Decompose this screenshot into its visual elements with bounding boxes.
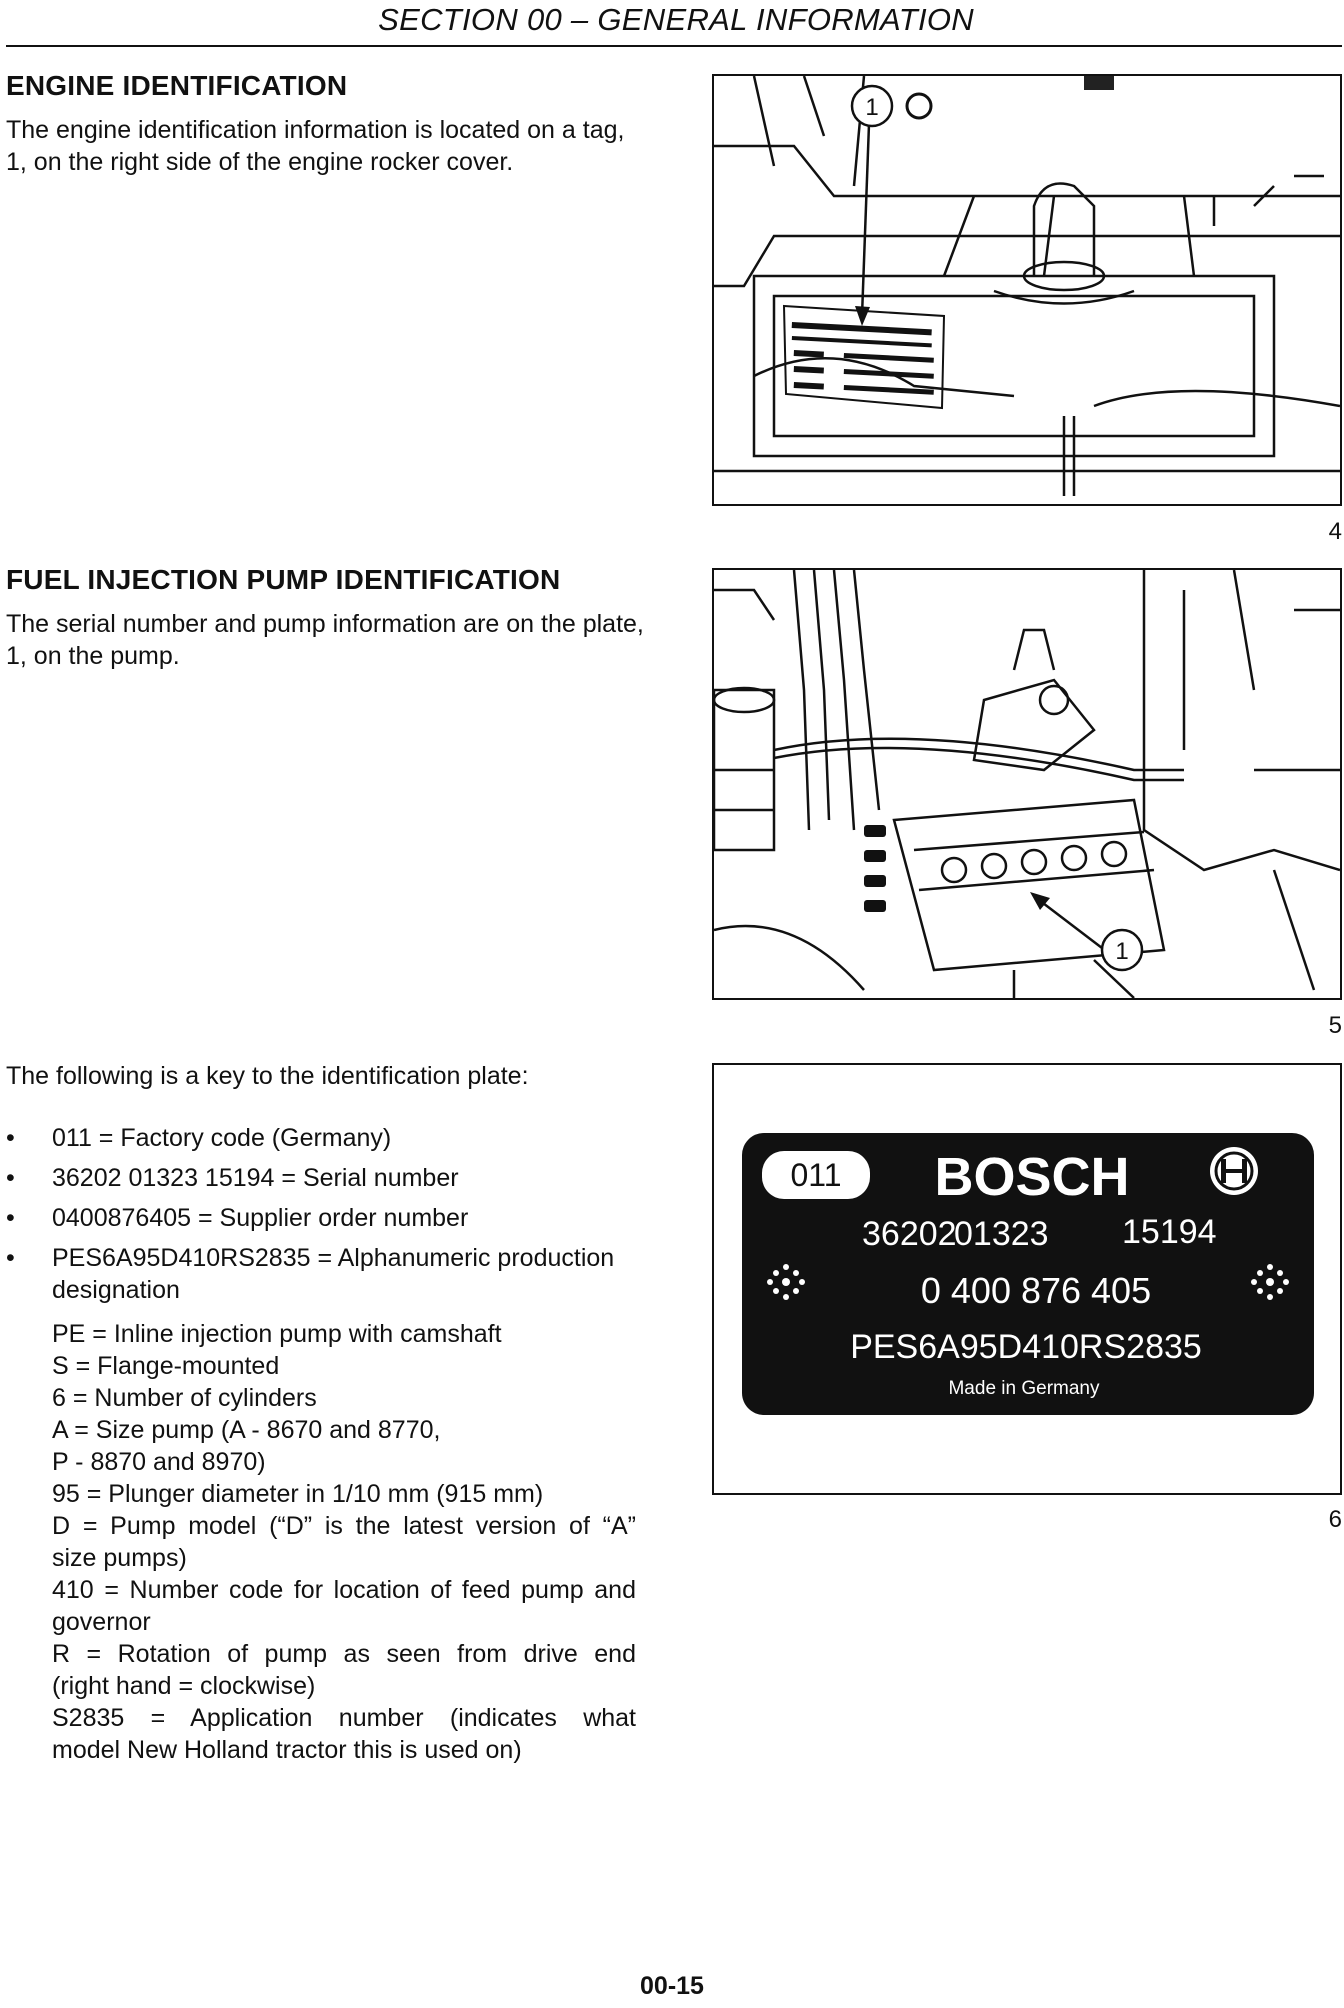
plate-designation: PES6A95D410RS2835 (850, 1328, 1202, 1366)
designation-key-line: R = Rotation of pump as seen from drive end (52, 1640, 636, 1668)
plate-serial-part3: 15194 (1122, 1213, 1217, 1251)
bullet-text: 0400876405 = Supplier order number (52, 1204, 469, 1232)
designation-key-line: 410 = Number code for location of feed pump and (52, 1576, 636, 1604)
plate-serial-part2: 01323 (954, 1215, 1049, 1253)
engine-callout-label: 1 (865, 94, 879, 121)
designation-key-line: model New Holland tractor this is used on) (52, 1736, 522, 1764)
list-item (6, 1122, 636, 1154)
figure-number-4: 4 (1328, 518, 1342, 545)
key-intro-text: The following is a key to the identification plate: (6, 1062, 529, 1090)
engine-id-heading: ENGINE IDENTIFICATION (6, 70, 348, 101)
list-item (6, 1162, 636, 1194)
pump-callout-leader (1039, 900, 1102, 948)
bosch-plate-figure (712, 1063, 1342, 1495)
plate-factory-code: 011 (790, 1157, 842, 1193)
list-item (6, 1242, 636, 1306)
plate-key-bullet-list (6, 1122, 636, 1314)
designation-key-line: S = Flange-mounted (52, 1352, 280, 1380)
designation-key-list (52, 1318, 636, 1766)
header-rule (6, 45, 1342, 47)
engine-callout-leader (862, 124, 869, 316)
engine-id-text: The engine identification information is located on a tag, 1, on the right side of the engine rocker cover. (6, 116, 625, 176)
fuel-pump-illustration (714, 570, 1340, 998)
designation-key-line: PE = Inline injection pump with camshaft (52, 1320, 502, 1348)
pump-callout-label: 1 (1115, 938, 1129, 965)
engine-rocker-cover-illustration (714, 76, 1340, 504)
bullet-mark: • (6, 1164, 15, 1192)
designation-key-line: D = Pump model (“D” is the latest version of “A” (52, 1512, 636, 1540)
plate-order-number: 0 400 876 405 (920, 1270, 1152, 1311)
bullet-text: PES6A95D410RS2835 = Alphanumeric production designation (52, 1244, 615, 1304)
bullet-text: 36202 01323 15194 = Serial number (52, 1164, 459, 1192)
bullet-text: 011 = Factory code (Germany) (52, 1124, 392, 1152)
plate-serial-part1: 36202 (862, 1215, 957, 1253)
designation-key-line: A = Size pump (A - 8670 and 8770, (52, 1416, 441, 1444)
designation-key-line: (right hand = clockwise) (52, 1672, 316, 1700)
designation-key-line: 6 = Number of cylinders (52, 1384, 317, 1412)
bullet-mark: • (6, 1204, 15, 1232)
figure-number-5: 5 (1328, 1012, 1342, 1039)
fuel-pump-figure (712, 568, 1342, 1000)
bullet-mark: • (6, 1244, 15, 1272)
fuel-pump-id-heading: FUEL INJECTION PUMP IDENTIFICATION (6, 564, 561, 595)
bosch-armature-logo-icon (1210, 1147, 1258, 1195)
designation-key-line: P - 8870 and 8970) (52, 1448, 266, 1476)
designation-key-line: S2835 = Application number (indicates what (52, 1704, 636, 1732)
plate-origin: Made in Germany (948, 1378, 1100, 1399)
plate-brand: BOSCH (934, 1147, 1130, 1207)
section-header-title: SECTION 00 – GENERAL INFORMATION (378, 2, 974, 37)
designation-key-line: governor (52, 1608, 151, 1636)
figure-number-6: 6 (1328, 1506, 1342, 1533)
designation-key-line: size pumps) (52, 1544, 187, 1572)
fuel-pump-id-text: The serial number and pump information are on the plate, 1, on the pump. (6, 610, 644, 670)
bosch-plate-illustration (714, 1065, 1340, 1493)
list-item (6, 1202, 636, 1234)
engine-rocker-cover-figure (712, 74, 1342, 506)
bullet-mark: • (6, 1124, 15, 1152)
designation-key-line: 95 = Plunger diameter in 1/10 mm (915 mm) (52, 1480, 544, 1508)
page-number: 00-15 (640, 1972, 704, 2000)
